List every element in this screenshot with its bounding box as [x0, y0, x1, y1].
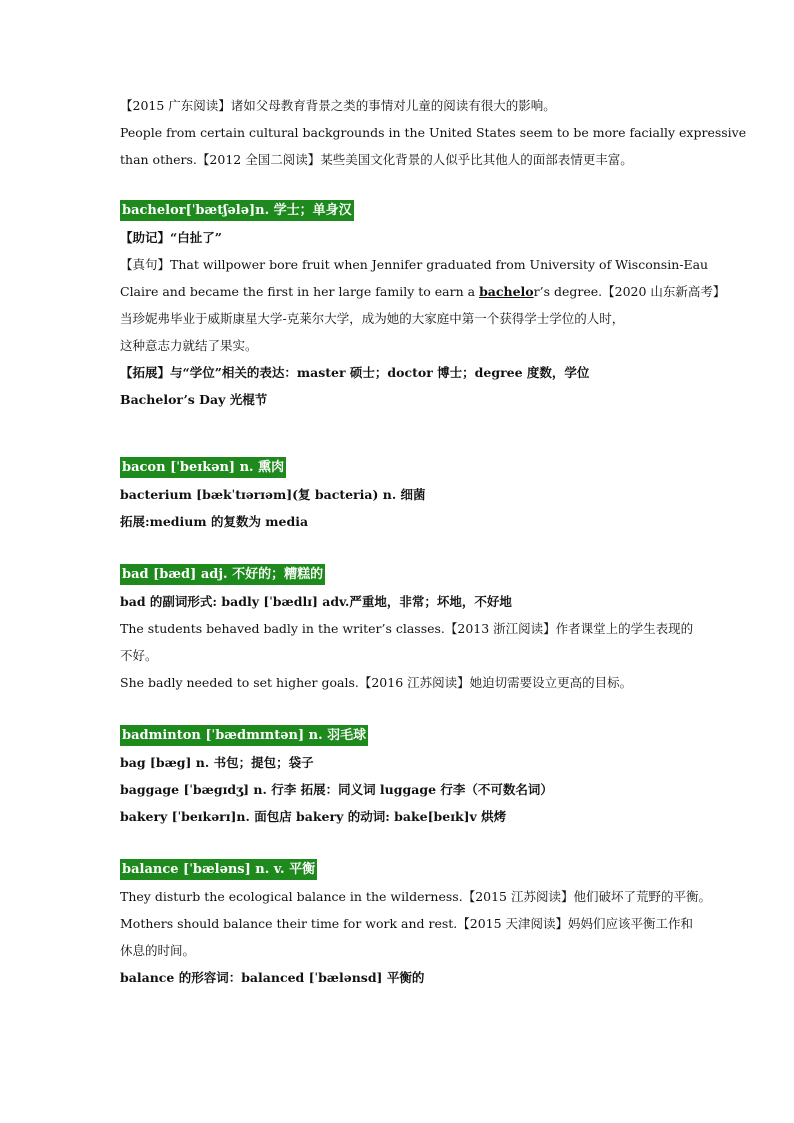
bachelor-translation-line-1: 当珍妮弗毕业于威斯康星大学-克莱尔大学，成为她的大家庭中第一个获得学士学位的人时，	[120, 311, 625, 326]
intro-line-2: People from certain cultural backgrounds in the United States seem to be more facially expressive	[120, 125, 747, 140]
balance-example-2-line-1: Mothers should balance their time for work and rest.【2015 天津阅读】妈妈们应该平衡工作和	[120, 916, 694, 931]
bad-adverb: bad 的副词形式: badly [ˈbædlɪ] adv.严重地，非常；坏地，不好地	[120, 594, 512, 609]
entry-header-bad: bad [bæd] adj. 不好的；糟糕的	[120, 564, 325, 585]
entry-header-badminton: badminton [ˈbædmɪntən] n. 羽毛球	[120, 725, 368, 746]
balance-example-2-line-2: 休息的时间。	[120, 943, 196, 958]
bad-example-1-line-2: 不好。	[120, 648, 158, 663]
intro-line-1: 【2015 广东阅读】诸如父母教育背景之类的事情对儿童的阅读有很大的影响。	[120, 98, 556, 113]
balance-adjective: balance 的形容词：balanced [ˈbælənsd] 平衡的	[120, 970, 425, 985]
bachelor-day: Bachelor’s Day 光棍节	[120, 392, 268, 407]
bachelor-example-line-2	[120, 278, 726, 305]
baggage-entry: baggage [ˈbægɪdʒ] n. 行李 拓展：同义词 luggage 行李（不可数名词）	[120, 782, 553, 797]
bachelor-example-line-1: 【真句】That willpower bore fruit when Jennifer graduated from University of Wisconsin-Eau	[120, 257, 709, 272]
bad-example-1-line-1: The students behaved badly in the writer’s classes.【2013 浙江阅读】作者课堂上的学生表现的	[120, 621, 694, 636]
entry-header-balance: balance [ˈbæləns] n. v. 平衡	[120, 859, 317, 880]
bachelor-mnemonic: 【助记】“白扯了”	[120, 230, 222, 245]
intro-line-3: than others.【2012 全国二阅读】某些美国文化背景的人似乎比其他人的面部表情更丰富。	[120, 152, 633, 167]
bachelor-keyword: bachelo	[479, 284, 534, 299]
balance-example-1: They disturb the ecological balance in the wilderness.【2015 江苏阅读】他们破坏了荒野的平衡。	[120, 889, 711, 904]
bacterium-entry: bacterium [bækˈtɪərɪəm](复 bacteria) n. 细菌	[120, 487, 426, 502]
medium-extension: 拓展:medium 的复数为 media	[120, 514, 309, 529]
bag-entry: bag [bæg] n. 书包；提包；袋子	[120, 755, 314, 770]
entry-header-bacon: bacon [ˈbeɪkən] n. 熏肉	[120, 457, 286, 478]
bakery-entry: bakery [ˈbeɪkərɪ]n. 面包店 bakery 的动词: bake[beɪk]v 烘烤	[120, 809, 507, 824]
bad-example-2: She badly needed to set higher goals.【2016 江苏阅读】她迫切需要设立更高的目标。	[120, 675, 633, 690]
bachelor-extension: 【拓展】与“学位”相关的表达：master 硕士；doctor 博士；degree 度数，学位	[120, 365, 590, 380]
bachelor-example-text-a: Claire and became the first in her large family to earn a	[120, 284, 480, 299]
bachelor-example-text-b: r’s degree.【2020 山东新高考】	[533, 284, 726, 299]
entry-header-bachelor: bachelor[ˈbætʃələ]n. 学士；单身汉	[120, 200, 354, 221]
document-page	[120, 92, 747, 991]
bachelor-translation-line-2: 这种意志力就结了果实。	[120, 338, 258, 353]
